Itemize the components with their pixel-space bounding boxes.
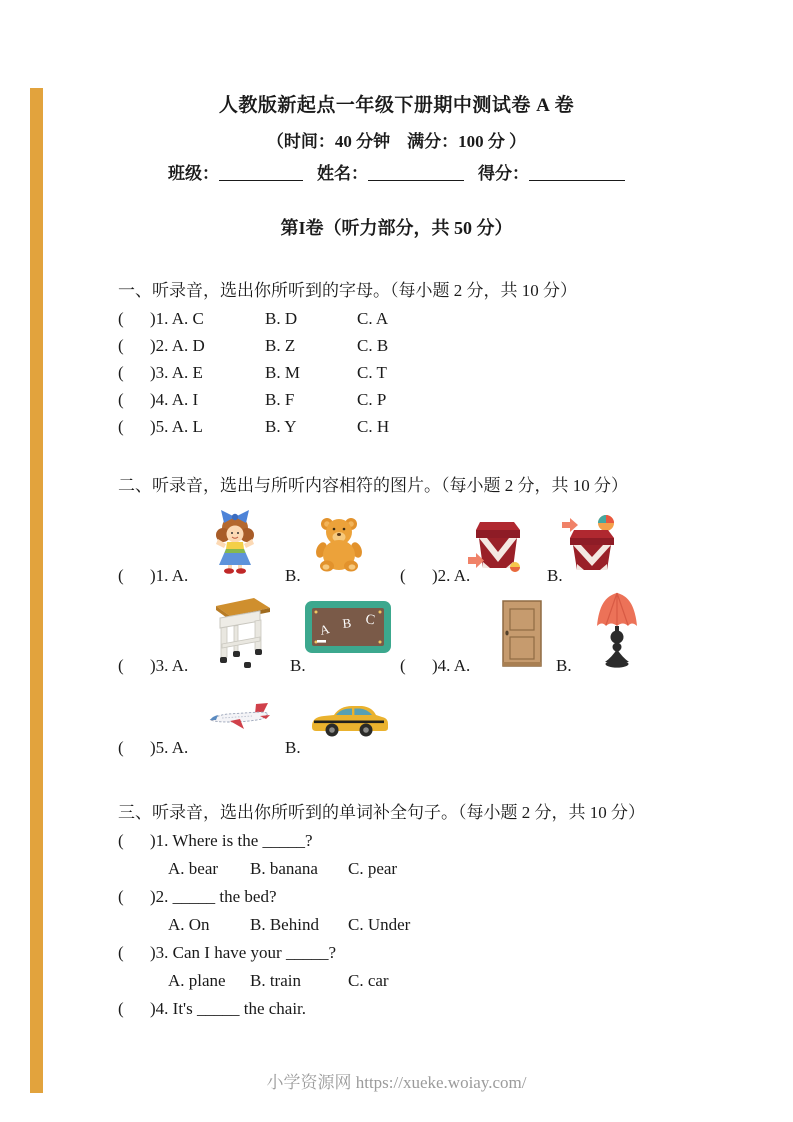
question-2a-label: )2. A. (432, 566, 471, 585)
question-3b-label: B. (290, 656, 306, 675)
part1-rows (118, 305, 389, 440)
option-b: B. M (265, 363, 300, 382)
part2-row-3 (118, 700, 458, 758)
option-a: A. bear (168, 859, 219, 878)
option-c: C. pear (348, 859, 398, 878)
part3-question-2 (118, 883, 410, 911)
chalk-letter-b: B (341, 615, 352, 631)
answer-paren: ( (118, 656, 124, 675)
plane-image (208, 702, 270, 734)
answer-paren: ( (118, 831, 124, 850)
score-label: 得分： (478, 164, 529, 183)
question-text: )2. _____ the bed? (150, 887, 277, 906)
paper-subtitle: （时间：40 分钟 满分：100 分 ） (266, 132, 527, 151)
option-a: )2. A. D (150, 336, 205, 355)
door-image (500, 600, 544, 668)
part2-row-1 (118, 500, 678, 586)
option-c: C. T (357, 363, 387, 382)
question-text: )4. It's _____ the chair. (150, 999, 307, 1018)
answer-paren: ( (118, 309, 124, 328)
part1-row-5 (118, 413, 389, 440)
option-b: B. Behind (250, 915, 319, 934)
option-b: B. D (265, 309, 298, 328)
option-a: A. On (168, 915, 210, 934)
part3-heading: 三、听录音，选出你所听到的单词补全句子。（每小题 2 分，共 10 分） (118, 803, 645, 822)
option-a: )1. A. C (150, 309, 204, 328)
answer-paren: ( (118, 566, 124, 585)
part3-options-3 (118, 967, 410, 995)
volume-title: 第I卷（听力部分，共 50 分） (280, 218, 513, 238)
answer-paren: ( (118, 999, 124, 1018)
question-5a-label: )5. A. (150, 738, 189, 757)
answer-paren: ( (118, 738, 124, 757)
option-c: C. car (348, 971, 389, 990)
question-1a-label: )1. A. (150, 566, 189, 585)
name-blank-line (368, 165, 464, 181)
option-b: B. train (250, 971, 301, 990)
option-b: B. Z (265, 336, 296, 355)
part1-row-1 (118, 305, 389, 332)
doll-image (206, 508, 264, 574)
student-info-row (0, 159, 793, 184)
part3-options-1 (118, 855, 410, 883)
question-4b-label: B. (556, 656, 572, 675)
footer-watermark (0, 1068, 793, 1093)
part3-question-4 (118, 995, 410, 1023)
answer-paren: ( (400, 656, 406, 675)
blackboard-image (304, 600, 392, 654)
part3-options-2 (118, 911, 410, 939)
answer-paren: ( (118, 887, 124, 906)
gift-box-arrow-in-image (468, 516, 526, 574)
class-label: 班级： (168, 164, 219, 183)
gift-box-ball-out-image (560, 512, 622, 572)
question-text: )3. Can I have your _____? (150, 943, 337, 962)
option-b: B. banana (250, 859, 318, 878)
question-4a-label: )4. A. (432, 656, 471, 675)
option-b: B. F (265, 390, 295, 409)
name-label: 姓名： (317, 164, 368, 183)
option-b: B. Y (265, 417, 297, 436)
teddy-bear-image (314, 515, 364, 572)
paper-title: 人教版新起点一年级下册期中测试卷 A 卷 (218, 95, 575, 116)
part1-row-3 (118, 359, 389, 386)
table-lamp-image (593, 590, 641, 670)
question-3a-label: )3. A. (150, 656, 189, 675)
class-blank-line (219, 165, 303, 181)
part2-heading: 二、听录音，选出与所听内容相符的图片。（每小题 2 分，共 10 分） (118, 476, 628, 495)
option-c: C. H (357, 417, 390, 436)
option-a: A. plane (168, 971, 226, 990)
option-a: )5. A. L (150, 417, 203, 436)
answer-paren: ( (118, 943, 124, 962)
part3-questions (118, 827, 410, 1023)
question-text: )1. Where is the _____? (150, 831, 313, 850)
option-c: C. B (357, 336, 389, 355)
option-c: C. Under (348, 915, 411, 934)
question-2b-label: B. (547, 566, 563, 585)
part2-row-2 (118, 592, 678, 676)
answer-paren: ( (118, 390, 124, 409)
part1-heading: 一、听录音，选出你所听到的字母。（每小题 2 分，共 10 分） (118, 281, 577, 300)
part1-row-2 (118, 332, 389, 359)
option-a: )3. A. E (150, 363, 203, 382)
footer-url-link[interactable]: https://xueke.woiay.com/ (355, 1073, 527, 1092)
answer-paren: ( (118, 417, 124, 436)
part3-question-3 (118, 939, 410, 967)
chalk-letter-c: C (364, 612, 376, 629)
part1-row-4 (118, 386, 389, 413)
school-desk-image (204, 594, 274, 670)
footer-site-name: 小学资源网 (266, 1073, 356, 1092)
part3-question-1 (118, 827, 410, 855)
option-c: C. A (357, 309, 389, 328)
score-blank-line (529, 165, 625, 181)
chalk-letter-a: A (318, 621, 331, 638)
car-image (308, 702, 392, 738)
option-c: C. P (357, 390, 387, 409)
answer-paren: ( (400, 566, 406, 585)
question-1b-label: B. (285, 566, 301, 585)
option-a: )4. A. I (150, 390, 199, 409)
answer-paren: ( (118, 363, 124, 382)
question-5b-label: B. (285, 738, 301, 757)
answer-paren: ( (118, 336, 124, 355)
